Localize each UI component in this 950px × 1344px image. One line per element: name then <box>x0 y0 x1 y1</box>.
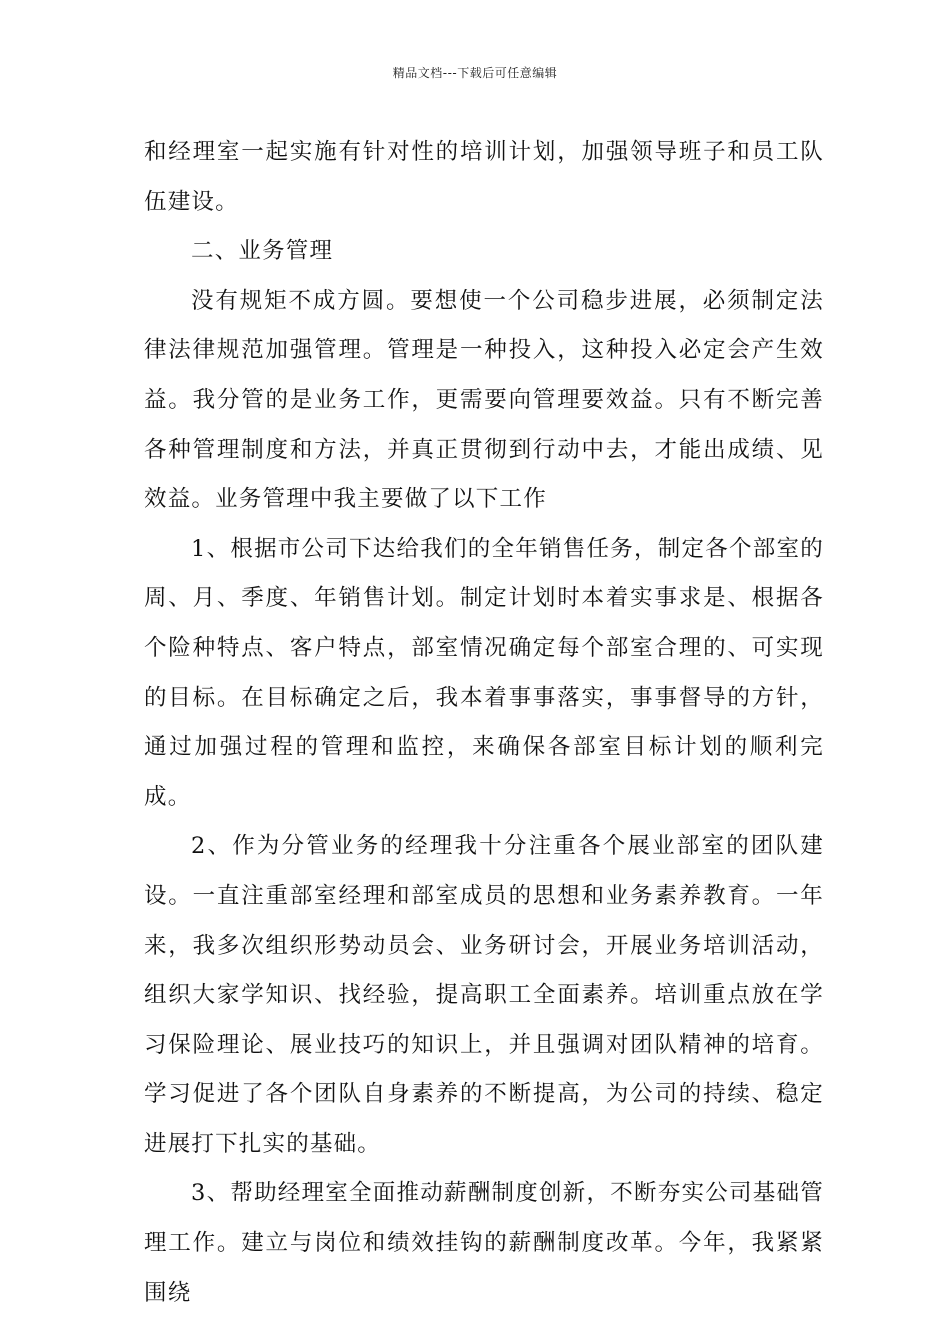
section-heading: 二、业务管理 <box>191 238 334 265</box>
paragraph-intro: 没有规矩不成方圆。要想使一个公司稳步进展，必须制定法律法律规范加强管理。管理是一种投入，这种投入必定会产生效益。我分管的是业务工作，更需要向管理要效益。只有不断完善各种管理制度和方法，并真正贯彻到行动中去，才能出成绩、见效益。业务管理中我主要做了以下工作 <box>144 287 824 513</box>
page-header: 精品文档---下载后可任意编辑 <box>392 66 558 80</box>
paragraph-item-2: 2、作为分管业务的经理我十分注重各个展业部室的团队建设。一直注重部室经理和部室成员的思想和业务素养教育。一年来，我多次组织形势动员会、业务研讨会，开展业务培训活动，组织大家学知识、找经验，提高职工全面素养。培训重点放在学习保险理论、展业技巧的知识上，并且强调对团队精神的培育。学习促进了各个团队自身素养的不断提高，为公司的持续、稳定进展打下扎实的基础。 <box>144 833 824 1157</box>
paragraph-item-3: 3、帮助经理室全面推动薪酬制度创新，不断夯实公司基础管理工作。建立与岗位和绩效挂钩的薪酬制度改革。今年，我紧紧围绕 <box>144 1180 824 1306</box>
paragraph-item-1: 1、根据市公司下达给我们的全年销售任务，制定各个部室的周、月、季度、年销售计划。制定计划时本着实事求是、根据各个险种特点、客户特点，部室情况确定每个部室合理的、可实现的目标。在目标确定之后，我本着事事落实，事事督导的方针，通过加强过程的管理和监控，来确保各部室目标计划的顺利完成。 <box>144 535 824 810</box>
paragraph-continuation: 和经理室一起实施有针对性的培训计划，加强领导班子和员工队伍建设。 <box>144 139 824 215</box>
document-body <box>144 128 824 1318</box>
